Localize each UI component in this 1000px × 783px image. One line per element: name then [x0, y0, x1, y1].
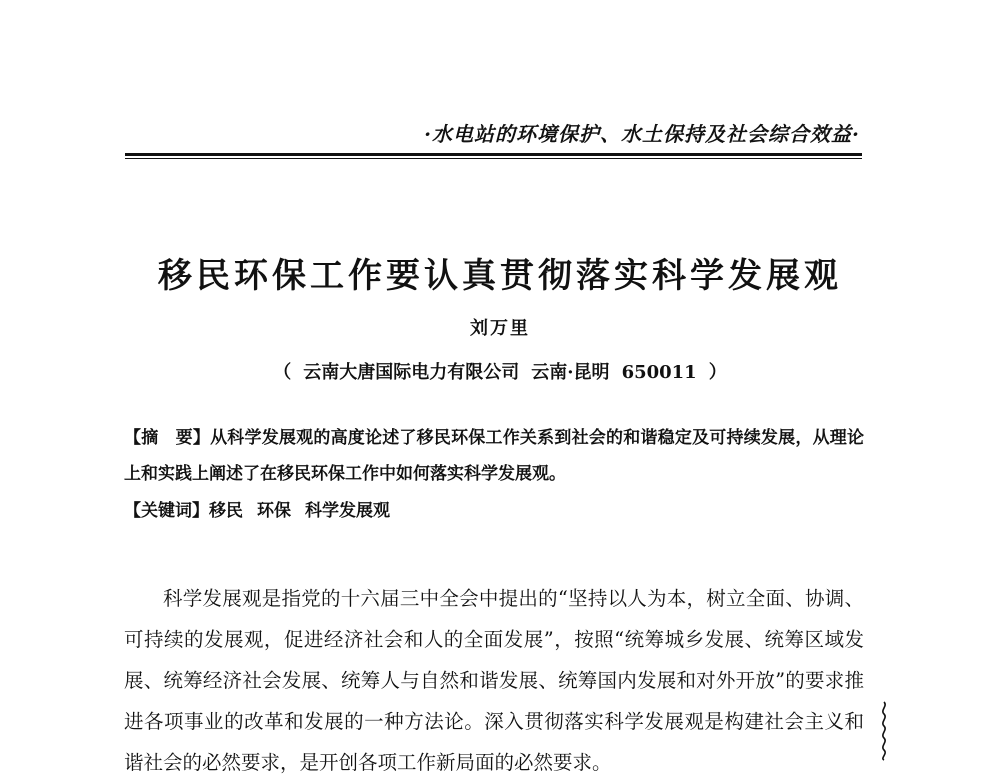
abstract-text: 从科学发展观的高度论述了移民环保工作关系到社会的和谐稳定及可持续发展，从理论上和实践上阐述了在移民环保工作中如何落实科学发展观。 [124, 428, 865, 484]
margin-binding-mark-icon [878, 700, 890, 760]
keywords-label: 【关键词】 [124, 501, 209, 521]
running-header: ·水电站的环境保护、水土保持及社会综合效益· [424, 122, 860, 146]
affiliation-organization: 云南大唐国际电力有限公司 [303, 362, 520, 383]
abstract-label: 【摘 要】 [124, 428, 211, 448]
affiliation-postcode: 650011 [621, 362, 697, 383]
affiliation-close-paren: ） [708, 362, 727, 383]
abstract [124, 420, 864, 492]
header-rule-thin [125, 158, 862, 159]
squiggle-icon [878, 700, 890, 760]
keyword: 科学发展观 [305, 501, 390, 521]
keyword: 移民 [209, 501, 243, 521]
header-rule-thick [125, 153, 862, 156]
affiliation [0, 358, 1000, 384]
body-paragraph: 科学发展观是指党的十六届三中全会中提出的“坚持以人为本，树立全面、协调、可持续的发展观，促进经济社会和人的全面发展”，按照“统筹城乡发展、统筹区域发展、统筹经济社会发展、统筹人与自然和谐发展、统筹国内发展和对外开放”的要求推进各项事业的改革和发展的一种方法论。深入贯彻落实科学发展观是构建社会主义和谐社会的必然要求，是开创各项工作新局面的必然要求。 [124, 587, 864, 774]
paper-title: 移民环保工作要认真贯彻落实科学发展观 [158, 256, 842, 296]
affiliation-location: 云南·昆明 [531, 362, 610, 383]
keyword: 环保 [257, 501, 291, 521]
affiliation-open-paren: （ [273, 362, 292, 383]
keywords [124, 497, 864, 525]
author-name: 刘万里 [470, 318, 530, 339]
